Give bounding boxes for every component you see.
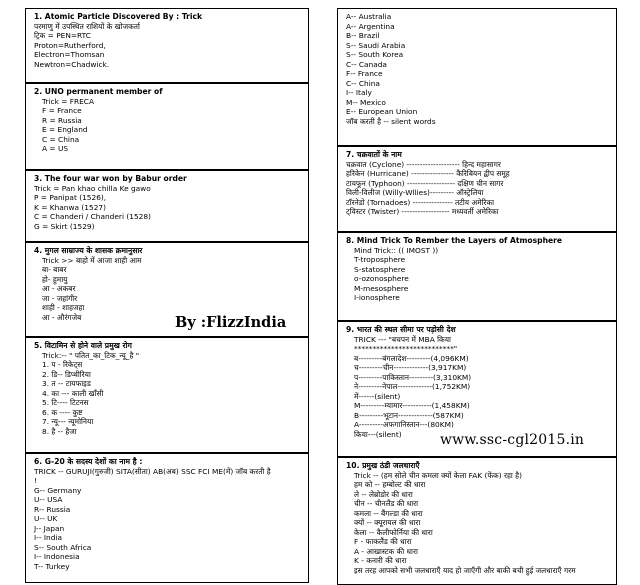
section-line: ट्विस्टर (Twister) ------------------ मध्यवर्ती अमेरिका bbox=[346, 207, 499, 217]
right-sections-box-2 bbox=[337, 146, 617, 232]
right-sections-box-3 bbox=[337, 232, 617, 321]
section-line: F = France bbox=[42, 106, 82, 116]
section-line: 1. प - रिकेट्स bbox=[42, 360, 83, 370]
section-line: A-- Australia bbox=[346, 12, 392, 21]
section-title: 4. मुगल साम्राज्य के शासक क्रमानुसार bbox=[34, 246, 143, 255]
section-line: U-- USA bbox=[34, 495, 63, 505]
section-line: ने---------नेपाल-------------(1,752KM) bbox=[354, 382, 471, 392]
section-line: C-- China bbox=[346, 78, 380, 88]
section-line: कमला -- बैंगल्डा की धारा bbox=[354, 508, 423, 518]
section-line: परमाणु में उपस्थित राशियों के खोजकर्ता bbox=[34, 21, 140, 31]
section-line: में------(silent) bbox=[354, 391, 401, 401]
section-line: शाही - शाहजहा bbox=[42, 303, 85, 313]
section-line: Trick = Pan khao chilla Ke gawo bbox=[34, 183, 151, 193]
section-line: Electron=Thomsan bbox=[34, 50, 105, 60]
section-line: ले -- लेब्रोडोर की धारा bbox=[354, 489, 413, 499]
right-sections-box-5 bbox=[337, 457, 617, 585]
section-line: R = Russia bbox=[42, 115, 82, 125]
section-line: Trick = FRECA bbox=[42, 96, 95, 106]
section-line: I-- Indonesia bbox=[34, 552, 80, 562]
section-line: 7. न्यू--- न्यूमोनिया bbox=[42, 417, 94, 427]
section-line: ! bbox=[34, 476, 37, 486]
section-line: आ - औरंगजेब bbox=[42, 312, 82, 322]
section-line: S-statosphere bbox=[354, 264, 406, 274]
section-title: 6. G-20 के सदस्य देशों का नाम है : bbox=[34, 457, 143, 466]
section-line: C = Chanderi / Chanderi (1528) bbox=[34, 212, 151, 222]
section-line: TRICK --- "बचपन में MBA किया bbox=[354, 334, 451, 344]
section-line: हो- हुमायु bbox=[42, 274, 68, 284]
section-line: R-- Russia bbox=[34, 504, 71, 514]
section-line: टॉरनेडो (Tornadoes) --------------- तटीय अमेरिका bbox=[346, 197, 495, 207]
section-title: 2. UNO permanent member of bbox=[34, 87, 163, 96]
section-line: A-- Argentina bbox=[346, 21, 395, 31]
section-line: किया---(silent) bbox=[354, 429, 402, 439]
section-line: E = England bbox=[42, 125, 88, 135]
section-title: 10. प्रमुख ठंडी जलधाराएँ bbox=[346, 461, 420, 470]
left-sections-box-2 bbox=[25, 83, 309, 170]
section-line: Proton=Rutherford, bbox=[34, 40, 106, 50]
section-line: Trick >> बाहो में आजा शाही आम bbox=[42, 255, 142, 265]
section-line: A = US bbox=[42, 144, 69, 154]
section-line: प---------पाकिस्तान---------(3,310KM) bbox=[354, 372, 472, 382]
section-line: S-- South Korea bbox=[346, 50, 404, 59]
section-line: K = Khanwa (1527) bbox=[34, 202, 106, 212]
section-line: T-- Turkey bbox=[34, 561, 70, 571]
section-line: J-- Japan bbox=[34, 523, 65, 533]
section-line: M-mesosphere bbox=[354, 283, 409, 293]
section-title: 7. चक्रवातों के नाम bbox=[346, 150, 402, 159]
section-line: I-- Italy bbox=[346, 88, 372, 97]
section-line: I-- India bbox=[34, 533, 62, 543]
section-line: 4. का --- काली खाँसी bbox=[42, 388, 104, 398]
section-line: F - फाकलैंड की धारा bbox=[354, 537, 412, 547]
right-sections-box-1 bbox=[337, 8, 617, 146]
section-line: C = China bbox=[42, 134, 80, 144]
section-title: 9. भारत की स्थल सीमा पर पड़ोसी देश bbox=[346, 325, 456, 334]
section-line: B-- Brazil bbox=[346, 31, 380, 40]
left-sections-box-6 bbox=[25, 453, 309, 583]
section-line: o-ozonosphere bbox=[354, 274, 409, 284]
section-line: ***************************" bbox=[354, 344, 458, 354]
section-line: E-- European Union bbox=[346, 107, 418, 116]
left-sections-box-5 bbox=[25, 337, 309, 453]
left-sections-box-3 bbox=[25, 170, 309, 242]
left-sections-box-1 bbox=[25, 8, 309, 83]
section-line: 5. टि---- टिटनस bbox=[42, 398, 89, 408]
section-line: Mind Trick:: (( IMOST )) bbox=[354, 245, 439, 255]
section-line: केला -- कैलीफोर्निया की धारा bbox=[354, 527, 433, 537]
section-line: TRICK -- GURUJI(गुरुजी) SITA(सीता) AB(अब) SSC FCI ME(में) जॉब करती है bbox=[34, 466, 271, 476]
section-line: 2. डि-- डिप्थीरिया bbox=[42, 369, 91, 379]
section-line: जॉब करती है -- silent words bbox=[346, 116, 436, 126]
section-line: बा- बाबर bbox=[42, 265, 67, 275]
section-title: 8. Mind Trick To Rember the Layers of Atmosphere bbox=[346, 236, 563, 245]
section-line: C-- Canada bbox=[346, 59, 387, 69]
section-title: 3. The four war won by Babur order bbox=[34, 174, 187, 183]
watermark-flizzindia: By :FlizzIndia bbox=[175, 314, 287, 331]
section-line: हरिकेन (Hurricane) ---------------- कैरिबियन द्वीप समूह bbox=[346, 169, 510, 179]
section-line: 3. त -- टायफाइड bbox=[42, 379, 91, 389]
section-line: इस तरह आपको सभी जलधाराएँ याद हो जाएँगी और बाकी बची हुई जलधाराएँ गरम bbox=[354, 565, 576, 575]
section-line: I-ionosphere bbox=[354, 293, 400, 303]
section-line: चक्रवात (Cyclone) -------------------- हिन्द महासागर bbox=[346, 159, 501, 169]
section-line: Trick:-- " पतित_का_टिक_न्यू_है " bbox=[42, 350, 140, 360]
section-line: हम को -- हम्बोल्ट की धारा bbox=[354, 480, 426, 490]
section-line: A - आखास्टक की धारा bbox=[354, 546, 418, 556]
section-line: क्यों -- क्यूरायल की धारा bbox=[354, 518, 421, 528]
section-line: जा - जहांगीर bbox=[42, 293, 78, 303]
section-line: G-- Germany bbox=[34, 485, 82, 495]
section-line: B---------भूटान-------------(587KM) bbox=[354, 410, 464, 420]
section-line: विली-विलीज (Willy-Wllies)--------- ऑस्ट्रेलिया bbox=[346, 188, 484, 198]
section-line: टायफून (Typhoon) ------------------ दक्षिण चीन सागर bbox=[346, 178, 504, 188]
section-line: च---------चीन-------------(3,917KM) bbox=[354, 363, 467, 373]
section-title: 1. Atomic Particle Discovered By : Trick bbox=[34, 12, 203, 21]
section-line: T-troposphere bbox=[354, 255, 406, 265]
section-line: ब---------बंगलादेश---------(4,096KM) bbox=[354, 353, 469, 363]
section-line: U-- UK bbox=[34, 514, 58, 524]
section-line: A---------अफगानिस्तान---(80KM) bbox=[354, 420, 454, 430]
watermark-website: www.ssc-cgl2015.in bbox=[440, 432, 585, 448]
section-line: F-- France bbox=[346, 69, 383, 78]
section-title: 5. विटामिन से होने वाले प्रमुख रोग bbox=[34, 341, 132, 350]
section-line: M---------म्यामार-----------(1,458KM) bbox=[354, 401, 470, 411]
section-line: 6. क ---- कुष्ट bbox=[42, 407, 83, 417]
section-line: G = Skirt (1529) bbox=[34, 221, 95, 231]
section-line: ट्रिक = PEN=RTC bbox=[34, 31, 91, 41]
section-line: आ - अकबर bbox=[42, 284, 76, 294]
section-line: M-- Mexico bbox=[346, 97, 386, 107]
section-line: चीन -- चीनलैंड की धारा bbox=[354, 499, 419, 509]
section-line: Trick -- (हम सोले चीन कमला क्यों केला FAK (फेंक) रहा है) bbox=[354, 470, 522, 480]
section-line: P = Panipat (1526), bbox=[34, 193, 107, 203]
section-line: 8. है -- हैजा bbox=[42, 426, 77, 436]
section-line: Newtron=Chadwick. bbox=[34, 59, 110, 69]
section-line: S-- South Africa bbox=[34, 542, 92, 552]
section-line: K - कनारी की धारा bbox=[354, 556, 407, 566]
section-line: S-- Saudi Arabia bbox=[346, 40, 406, 50]
